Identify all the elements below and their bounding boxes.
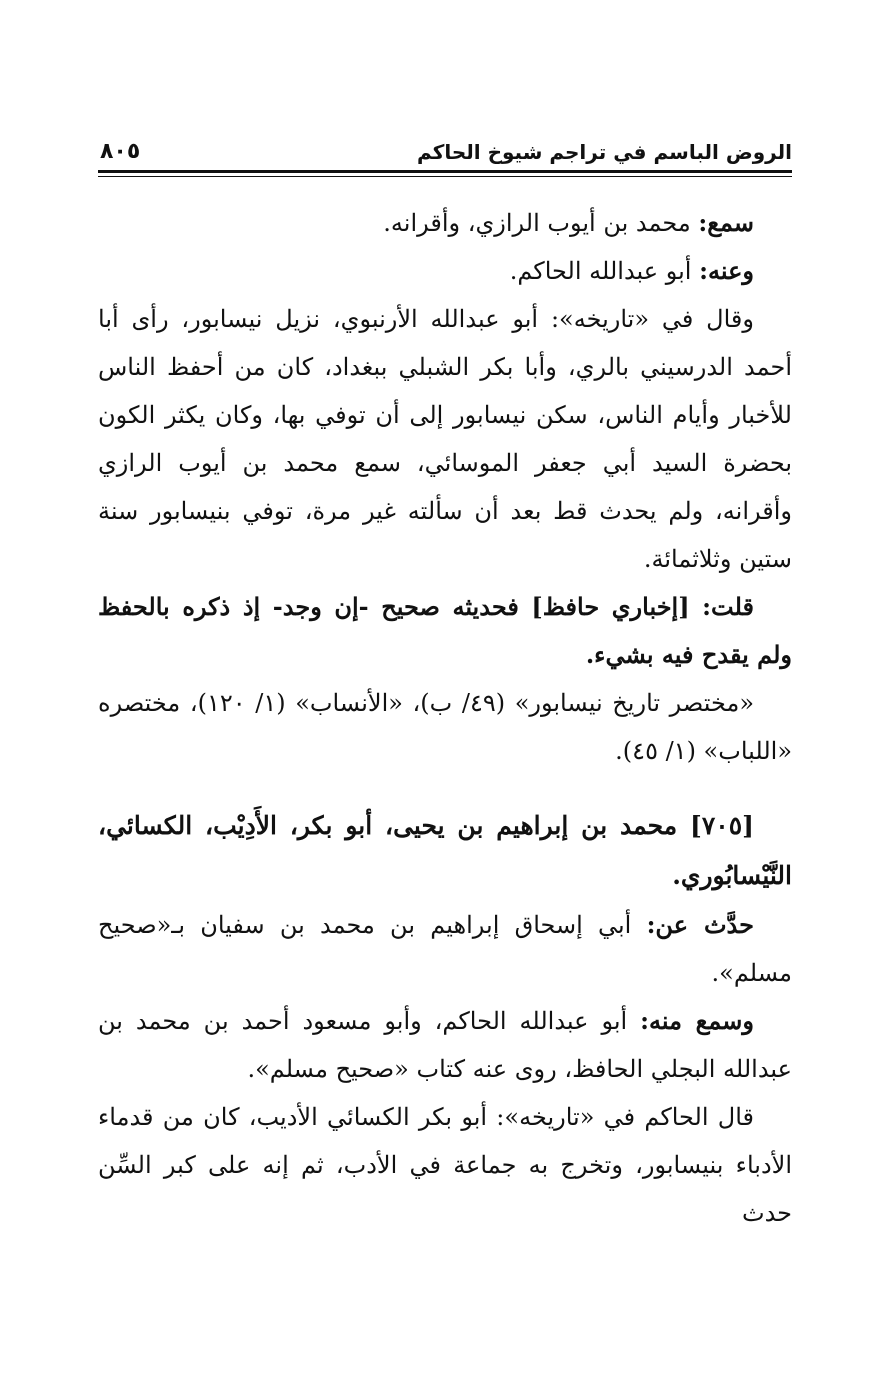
page-body [98,199,792,1237]
book-page [98,120,792,1237]
paragraph-label: وسمع منه: [640,1006,755,1035]
paragraph-text: قلت: [إخباري حافظ] فحديثه صحيح -إن وجد- إذ ذكره بالحفظ ولم يقدح فيه بشيء. [98,592,792,669]
paragraph-text: قال الحاكم في «تاريخه»: أبو بكر الكسائي الأديب، كان من قدماء الأدباء بنيسابور، وتخرج به جماعة في الأدب، ثم إنه على كبر السِّن حدث [98,1103,793,1227]
paragraph-text: أبو عبدالله الحاكم. [509,257,700,285]
page-number: ٨٠٥ [100,139,141,164]
paragraph-heard-by [98,997,792,1093]
paragraph-text: وقال في «تاريخه»: أبو عبدالله الأرنبوي، نزيل نيسابور، رأى أبا أحمد الدرسيني بالري، وأبا بكر الشبلي ببغداد، كان من أحفظ الناس للأخبار وأيام الناس، سكن نيسابور إلى أن توفي بها، وكان يكثر الكون بحضرة السيد أبي جعفر الموسائي، سمع محمد بن أيوب الرازي وأقرانه، ولم يحدث قط بعد أن سألته غير مرة، توفي بنيسابور سنة ستين وثلاثمائة. [98,305,792,573]
paragraph-text: «مختصر تاريخ نيسابور» (٤٩/ ب)، «الأنساب» (١/ ١٢٠)، مختصره «اللباب» (١/ ٤٥). [98,689,792,765]
header-rule-thin [98,176,792,177]
entry-title: [٧٠٥] محمد بن إبراهيم بن يحيى، أبو بكر، الأَدِيْب، الكسائي، النَّيْسابُوري. [98,811,792,890]
paragraph-author-note [98,583,792,679]
paragraph-text: محمد بن أيوب الرازي، وأقرانه. [383,209,699,237]
paragraph-text: أبو عبدالله الحاكم، وأبو مسعود أحمد بن محمد بن عبدالله البجلي الحافظ، روى عنه كتاب «صحيح مسلم». [98,1007,792,1083]
paragraph-heard-from [98,199,792,247]
page-header [98,120,792,164]
paragraph-label: حدَّث عن: [646,910,754,939]
running-title: الروض الباسم في تراجم شيوخ الحاكم [417,140,792,164]
paragraph-tarikh-quote [98,295,792,583]
paragraph-narrated-from [98,901,792,997]
paragraph-hakim-quote [98,1093,792,1237]
paragraph-label: سمع: [698,208,754,237]
header-rule-thick [98,170,792,173]
paragraph-narrated-by [98,247,792,295]
paragraph-label: وعنه: [699,256,754,285]
paragraph-sources [98,679,792,775]
paragraph-text: أبي إسحاق إبراهيم بن محمد بن سفيان بـ«صحيح مسلم». [98,911,792,987]
